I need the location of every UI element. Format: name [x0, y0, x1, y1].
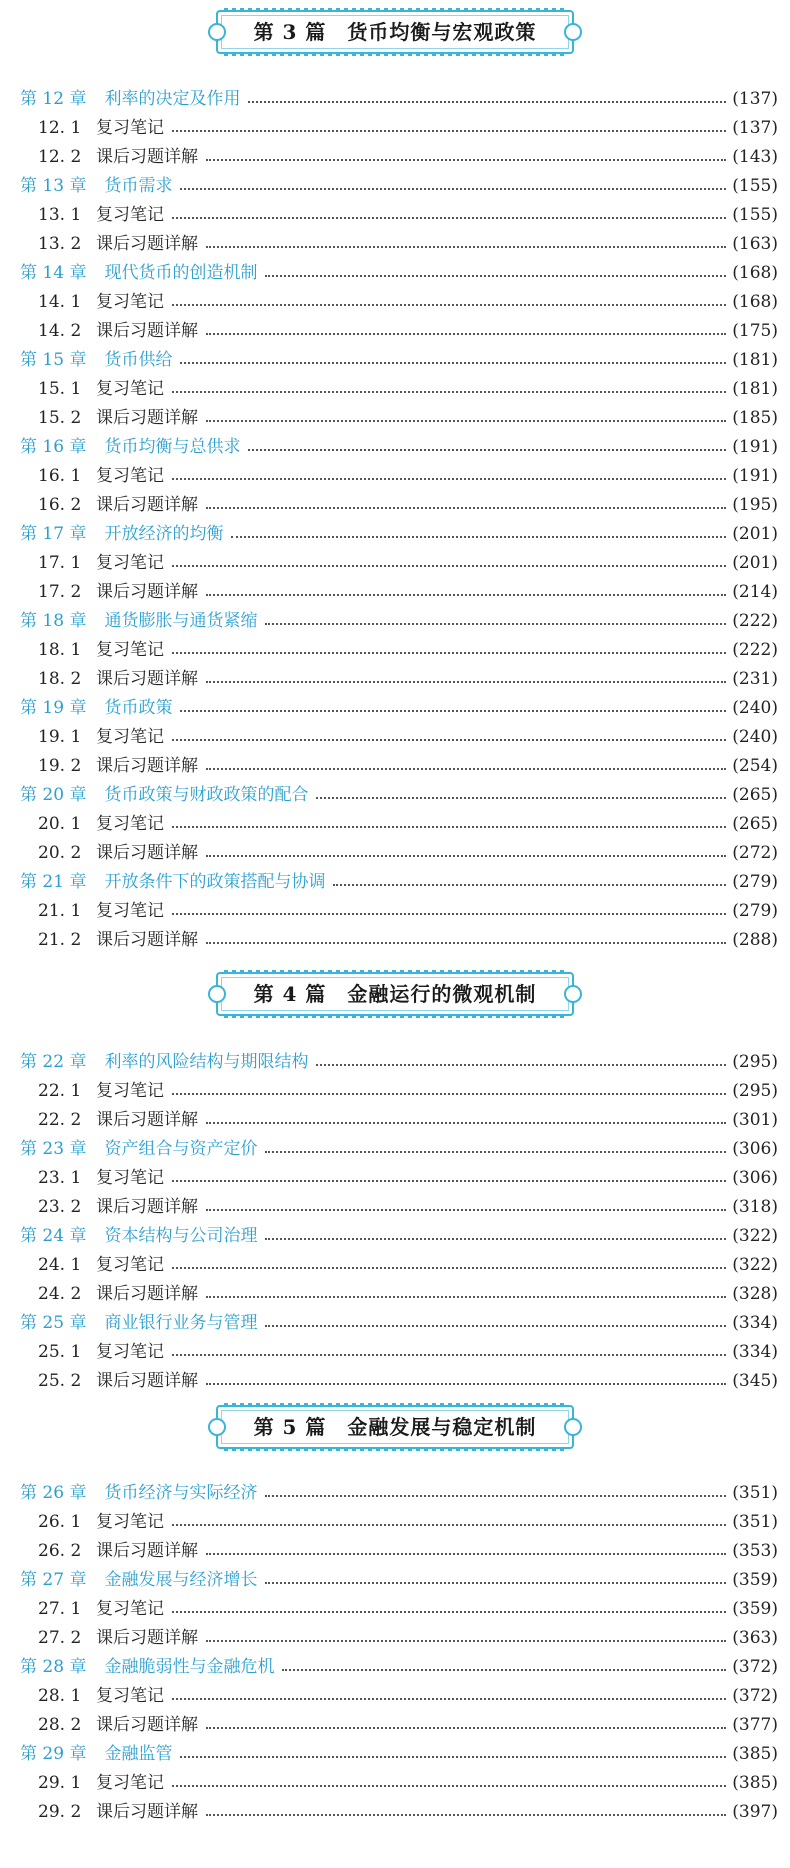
chapter-title: 利率的风险结构与期限结构 [104, 1052, 309, 1072]
page-number: (295) [732, 1052, 778, 1072]
page-number: (222) [732, 611, 778, 631]
banner-corner-ornament [564, 23, 582, 41]
dot-leader [172, 217, 726, 219]
dot-leader [206, 1122, 726, 1124]
chapter-entry[interactable] [0, 863, 790, 892]
section-entry[interactable] [0, 834, 790, 863]
part-title: 第 5 篇 金融发展与稳定机制 [253, 1415, 537, 1439]
chapter-number: 第 18 章 [20, 611, 87, 631]
dot-leader [172, 1180, 726, 1182]
dot-leader [172, 913, 726, 915]
section-entry[interactable] [0, 747, 790, 776]
section-entry[interactable] [0, 1072, 790, 1101]
page-number: (254) [732, 756, 778, 776]
banner-corner-ornament [564, 1418, 582, 1436]
dot-leader [180, 710, 726, 712]
page-number: (191) [732, 437, 778, 457]
section-number: 20. 2 [38, 843, 82, 863]
section-number: 16. 2 [38, 495, 82, 515]
section-number: 27. 2 [38, 1628, 82, 1648]
page-number: (334) [732, 1313, 778, 1333]
page-number: (155) [732, 205, 778, 225]
section-title: 复习笔记 [96, 1255, 164, 1275]
chapter-title: 金融监管 [104, 1744, 173, 1764]
banner-border-ornament [224, 8, 567, 12]
section-number: 12. 1 [38, 118, 82, 138]
section-number: 29. 2 [38, 1802, 82, 1822]
dot-leader [333, 884, 726, 886]
dot-leader [206, 1296, 726, 1298]
section-entry[interactable] [0, 544, 790, 573]
chapter-number: 第 27 章 [20, 1570, 87, 1590]
section-number: 20. 1 [38, 814, 82, 834]
page-number: (265) [732, 785, 778, 805]
page-number: (214) [732, 582, 778, 602]
section-title: 复习笔记 [96, 292, 164, 312]
section-entry[interactable] [0, 109, 790, 138]
dot-leader [248, 449, 726, 451]
page-number: (137) [732, 118, 778, 138]
section-entry[interactable] [0, 573, 790, 602]
section-title: 课后习题详解 [96, 1541, 198, 1561]
section-entry[interactable] [0, 1706, 790, 1735]
page-number: (181) [732, 379, 778, 399]
section-entry[interactable] [0, 1188, 790, 1217]
dot-leader [172, 1698, 726, 1700]
dot-leader [172, 391, 726, 393]
dot-leader [206, 1727, 726, 1729]
chapter-title: 金融发展与经济增长 [104, 1570, 258, 1590]
dot-leader [265, 1582, 726, 1584]
section-number: 15. 2 [38, 408, 82, 428]
section-number: 28. 1 [38, 1686, 82, 1706]
chapter-number: 第 13 章 [20, 176, 87, 196]
chapter-title: 金融脆弱性与金融危机 [104, 1657, 275, 1677]
chapter-entry[interactable] [0, 80, 790, 109]
page-number: (288) [732, 930, 778, 950]
section-title: 复习笔记 [96, 553, 164, 573]
section-title: 复习笔记 [96, 901, 164, 921]
section-title: 复习笔记 [96, 727, 164, 747]
dot-leader [180, 188, 726, 190]
chapter-entry[interactable] [0, 1561, 790, 1590]
section-entry[interactable] [0, 1503, 790, 1532]
section-entry[interactable] [0, 1362, 790, 1391]
chapter-list [0, 80, 790, 950]
chapter-title: 开放经济的均衡 [104, 524, 224, 544]
section-number: 29. 1 [38, 1773, 82, 1793]
section-number: 23. 2 [38, 1197, 82, 1217]
dot-leader [248, 101, 726, 103]
chapter-number: 第 24 章 [20, 1226, 87, 1246]
dot-leader [265, 1151, 726, 1153]
section-title: 复习笔记 [96, 379, 164, 399]
chapter-title: 现代货币的创造机制 [104, 263, 258, 283]
page-number: (181) [732, 350, 778, 370]
page-number: (345) [732, 1371, 778, 1391]
section-number: 23. 1 [38, 1168, 82, 1188]
section-title: 课后习题详解 [96, 669, 198, 689]
part-title: 第 4 篇 金融运行的微观机制 [253, 982, 537, 1006]
dot-leader [172, 1267, 726, 1269]
section-entry[interactable] [0, 1159, 790, 1188]
section-entry[interactable] [0, 1532, 790, 1561]
dot-leader [172, 1524, 726, 1526]
section-number: 27. 1 [38, 1599, 82, 1619]
section-entry[interactable] [0, 1677, 790, 1706]
dot-leader [180, 1756, 726, 1758]
section-title: 课后习题详解 [96, 1197, 198, 1217]
dot-leader [172, 1354, 726, 1356]
page-number: (306) [732, 1168, 778, 1188]
chapter-entry[interactable] [0, 341, 790, 370]
banner-border-ornament [224, 1403, 567, 1407]
section-title: 复习笔记 [96, 1081, 164, 1101]
section-entry[interactable] [0, 1246, 790, 1275]
part-title-banner [216, 10, 575, 54]
chapter-title: 资产组合与资产定价 [104, 1139, 258, 1159]
chapter-entry[interactable] [0, 1474, 790, 1503]
page-number: (143) [732, 147, 778, 167]
dot-leader [206, 507, 726, 509]
section-title: 复习笔记 [96, 466, 164, 486]
chapter-entry[interactable] [0, 428, 790, 457]
chapter-entry[interactable] [0, 1648, 790, 1677]
page-number: (363) [732, 1628, 778, 1648]
chapter-entry[interactable] [0, 515, 790, 544]
section-number: 22. 2 [38, 1110, 82, 1130]
section-number: 25. 2 [38, 1371, 82, 1391]
chapter-title: 货币需求 [104, 176, 173, 196]
section-title: 课后习题详解 [96, 1628, 198, 1648]
banner-border-ornament [224, 1447, 567, 1451]
section-entry[interactable] [0, 1793, 790, 1822]
banner-border-ornament [224, 1014, 567, 1018]
chapter-title: 货币经济与实际经济 [104, 1483, 258, 1503]
section-title: 复习笔记 [96, 1773, 164, 1793]
dot-leader [172, 304, 726, 306]
page-number: (385) [732, 1744, 778, 1764]
section-number: 22. 1 [38, 1081, 82, 1101]
page-number: (322) [732, 1226, 778, 1246]
dot-leader [172, 478, 726, 480]
section-title: 课后习题详解 [96, 321, 198, 341]
chapter-entry[interactable] [0, 1217, 790, 1246]
section-number: 15. 1 [38, 379, 82, 399]
section-number: 19. 2 [38, 756, 82, 776]
chapter-number: 第 12 章 [20, 89, 87, 109]
part-title-banner [216, 1405, 575, 1449]
page-number: (185) [732, 408, 778, 428]
page-number: (155) [732, 176, 778, 196]
dot-leader [206, 1553, 726, 1555]
chapter-number: 第 21 章 [20, 872, 87, 892]
page-number: (137) [732, 89, 778, 109]
chapter-entry[interactable] [0, 167, 790, 196]
dot-leader [206, 594, 726, 596]
section-number: 28. 2 [38, 1715, 82, 1735]
dot-leader [265, 623, 726, 625]
page-number: (240) [732, 698, 778, 718]
page-number: (231) [732, 669, 778, 689]
section-number: 24. 2 [38, 1284, 82, 1304]
section-title: 课后习题详解 [96, 1715, 198, 1735]
chapter-title: 货币供给 [104, 350, 173, 370]
dot-leader [206, 1383, 726, 1385]
chapter-number: 第 29 章 [20, 1744, 87, 1764]
section-title: 课后习题详解 [96, 1284, 198, 1304]
dot-leader [206, 159, 726, 161]
section-entry[interactable] [0, 196, 790, 225]
section-entry[interactable] [0, 283, 790, 312]
section-entry[interactable] [0, 225, 790, 254]
section-entry[interactable] [0, 399, 790, 428]
page-number: (201) [732, 524, 778, 544]
section-title: 复习笔记 [96, 118, 164, 138]
section-entry[interactable] [0, 1101, 790, 1130]
chapter-entry[interactable] [0, 602, 790, 631]
dot-leader [282, 1669, 726, 1671]
chapter-number: 第 19 章 [20, 698, 87, 718]
dot-leader [206, 246, 726, 248]
dot-leader [206, 681, 726, 683]
page-number: (201) [732, 553, 778, 573]
page-number: (353) [732, 1541, 778, 1561]
banner-border-ornament [224, 52, 567, 56]
dot-leader [172, 130, 726, 132]
page-number: (222) [732, 640, 778, 660]
section-number: 19. 1 [38, 727, 82, 747]
chapter-number: 第 28 章 [20, 1657, 87, 1677]
chapter-title: 利率的决定及作用 [104, 89, 241, 109]
section-entry[interactable] [0, 1590, 790, 1619]
chapter-title: 资本结构与公司治理 [104, 1226, 258, 1246]
dot-leader [265, 1238, 726, 1240]
section-entry[interactable] [0, 486, 790, 515]
page-number: (163) [732, 234, 778, 254]
page-number: (301) [732, 1110, 778, 1130]
section-entry[interactable] [0, 370, 790, 399]
section-entry[interactable] [0, 718, 790, 747]
section-title: 课后习题详解 [96, 1371, 198, 1391]
section-number: 21. 2 [38, 930, 82, 950]
chapter-entry[interactable] [0, 254, 790, 283]
page-number: (272) [732, 843, 778, 863]
chapter-entry[interactable] [0, 1304, 790, 1333]
section-entry[interactable] [0, 1619, 790, 1648]
page-number: (328) [732, 1284, 778, 1304]
part-title: 第 3 篇 货币均衡与宏观政策 [253, 20, 537, 44]
section-entry[interactable] [0, 1333, 790, 1362]
section-number: 14. 2 [38, 321, 82, 341]
page-number: (351) [732, 1512, 778, 1532]
section-entry[interactable] [0, 312, 790, 341]
section-entry[interactable] [0, 138, 790, 167]
dot-leader [172, 565, 726, 567]
section-number: 21. 1 [38, 901, 82, 921]
dot-leader [265, 1325, 726, 1327]
dot-leader [206, 420, 726, 422]
chapter-list [0, 1474, 790, 1822]
dot-leader [172, 652, 726, 654]
chapter-title: 货币政策 [104, 698, 173, 718]
part-header [0, 1405, 790, 1449]
section-number: 26. 1 [38, 1512, 82, 1532]
section-title: 课后习题详解 [96, 408, 198, 428]
section-number: 25. 1 [38, 1342, 82, 1362]
page-number: (385) [732, 1773, 778, 1793]
dot-leader [206, 1640, 726, 1642]
chapter-number: 第 25 章 [20, 1313, 87, 1333]
page-number: (306) [732, 1139, 778, 1159]
section-title: 复习笔记 [96, 640, 164, 660]
section-number: 24. 1 [38, 1255, 82, 1275]
chapter-number: 第 22 章 [20, 1052, 87, 1072]
page-number: (397) [732, 1802, 778, 1822]
section-title: 课后习题详解 [96, 930, 198, 950]
banner-corner-ornament [208, 1418, 226, 1436]
chapter-entry[interactable] [0, 689, 790, 718]
dot-leader [172, 826, 726, 828]
chapter-title: 货币政策与财政政策的配合 [104, 785, 309, 805]
banner-border-ornament [224, 970, 567, 974]
dot-leader [206, 1814, 726, 1816]
dot-leader [206, 942, 726, 944]
dot-leader [206, 333, 726, 335]
section-entry[interactable] [0, 1275, 790, 1304]
section-number: 13. 1 [38, 205, 82, 225]
dot-leader [172, 1093, 726, 1095]
section-title: 复习笔记 [96, 1599, 164, 1619]
dot-leader [231, 536, 726, 538]
section-entry[interactable] [0, 1764, 790, 1793]
chapter-list [0, 1043, 790, 1391]
section-title: 复习笔记 [96, 1342, 164, 1362]
section-title: 课后习题详解 [96, 495, 198, 515]
section-title: 课后习题详解 [96, 147, 198, 167]
page-number: (295) [732, 1081, 778, 1101]
dot-leader [316, 797, 726, 799]
section-number: 18. 1 [38, 640, 82, 660]
section-number: 14. 1 [38, 292, 82, 312]
page-number: (279) [732, 901, 778, 921]
section-number: 12. 2 [38, 147, 82, 167]
section-title: 课后习题详解 [96, 234, 198, 254]
page-number: (377) [732, 1715, 778, 1735]
dot-leader [172, 1785, 726, 1787]
section-number: 26. 2 [38, 1541, 82, 1561]
page-number: (318) [732, 1197, 778, 1217]
page-number: (334) [732, 1342, 778, 1362]
page-number: (168) [732, 263, 778, 283]
chapter-title: 货币均衡与总供求 [104, 437, 241, 457]
dot-leader [206, 1209, 726, 1211]
chapter-title: 开放条件下的政策搭配与协调 [104, 872, 326, 892]
chapter-number: 第 17 章 [20, 524, 87, 544]
section-entry[interactable] [0, 660, 790, 689]
chapter-number: 第 20 章 [20, 785, 87, 805]
section-number: 16. 1 [38, 466, 82, 486]
section-title: 复习笔记 [96, 1686, 164, 1706]
chapter-entry[interactable] [0, 1043, 790, 1072]
section-entry[interactable] [0, 631, 790, 660]
page-number: (265) [732, 814, 778, 834]
part-header [0, 972, 790, 1016]
banner-corner-ornament [208, 23, 226, 41]
dot-leader [172, 739, 726, 741]
chapter-title: 商业银行业务与管理 [104, 1313, 258, 1333]
section-title: 复习笔记 [96, 1168, 164, 1188]
dot-leader [206, 855, 726, 857]
section-entry[interactable] [0, 921, 790, 950]
chapter-number: 第 15 章 [20, 350, 87, 370]
dot-leader [265, 1495, 726, 1497]
chapter-number: 第 23 章 [20, 1139, 87, 1159]
section-entry[interactable] [0, 892, 790, 921]
chapter-number: 第 16 章 [20, 437, 87, 457]
section-title: 复习笔记 [96, 814, 164, 834]
page-number: (240) [732, 727, 778, 747]
chapter-entry[interactable] [0, 1735, 790, 1764]
banner-corner-ornament [564, 985, 582, 1003]
chapter-entry[interactable] [0, 776, 790, 805]
page-number: (359) [732, 1570, 778, 1590]
page-number: (359) [732, 1599, 778, 1619]
page-number: (195) [732, 495, 778, 515]
section-number: 13. 2 [38, 234, 82, 254]
dot-leader [172, 1611, 726, 1613]
chapter-number: 第 26 章 [20, 1483, 87, 1503]
section-title: 复习笔记 [96, 205, 164, 225]
page-number: (175) [732, 321, 778, 341]
page-number: (279) [732, 872, 778, 892]
chapter-title: 通货膨胀与通货紧缩 [104, 611, 258, 631]
section-title: 课后习题详解 [96, 1110, 198, 1130]
section-title: 课后习题详解 [96, 582, 198, 602]
section-number: 17. 1 [38, 553, 82, 573]
part-title-banner [216, 972, 575, 1016]
dot-leader [316, 1064, 726, 1066]
page-number: (191) [732, 466, 778, 486]
page-number: (372) [732, 1686, 778, 1706]
section-title: 课后习题详解 [96, 843, 198, 863]
section-number: 17. 2 [38, 582, 82, 602]
chapter-number: 第 14 章 [20, 263, 87, 283]
page-number: (351) [732, 1483, 778, 1503]
dot-leader [265, 275, 726, 277]
dot-leader [180, 362, 726, 364]
page-number: (168) [732, 292, 778, 312]
section-title: 课后习题详解 [96, 756, 198, 776]
part-header [0, 10, 790, 54]
section-entry[interactable] [0, 805, 790, 834]
page-number: (322) [732, 1255, 778, 1275]
section-title: 课后习题详解 [96, 1802, 198, 1822]
section-entry[interactable] [0, 457, 790, 486]
dot-leader [206, 768, 726, 770]
banner-corner-ornament [208, 985, 226, 1003]
chapter-entry[interactable] [0, 1130, 790, 1159]
section-number: 18. 2 [38, 669, 82, 689]
section-title: 复习笔记 [96, 1512, 164, 1532]
page-number: (372) [732, 1657, 778, 1677]
